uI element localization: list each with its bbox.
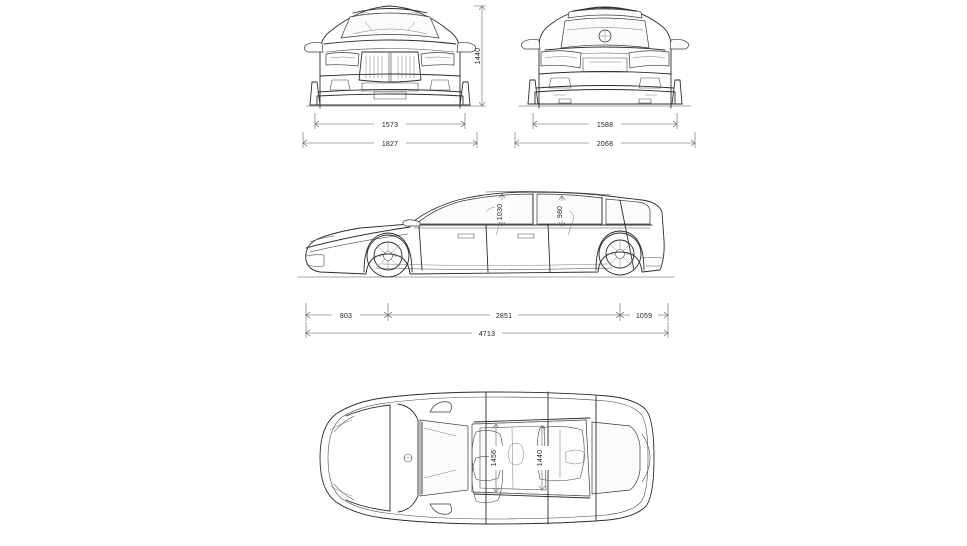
- rear-overhang-label: 1059: [635, 313, 653, 320]
- top-view-drawing: [290, 370, 680, 546]
- rear-width-dimension: [505, 132, 705, 152]
- top-view: [290, 370, 680, 546]
- front-overhang-label: 803: [339, 313, 353, 320]
- rear-shoulder-room-label: 1440: [537, 449, 544, 467]
- side-view: [290, 178, 680, 318]
- front-width-dimension: [290, 132, 490, 152]
- front-width-label: 1827: [381, 141, 399, 148]
- overall-length-dimension: [290, 322, 680, 344]
- front-height-label: 1440: [475, 47, 482, 65]
- wheelbase-label: 2851: [495, 313, 513, 320]
- front-shoulder-room-label: 1456: [491, 449, 498, 467]
- rear-track-dimension: [505, 113, 705, 133]
- rear-track-label: 1588: [596, 122, 614, 129]
- side-view-drawing: [290, 178, 680, 318]
- front-headroom-label: 1030: [497, 203, 504, 221]
- rear-width-mirrors-label: 2068: [596, 141, 614, 148]
- overall-length-label: 4713: [478, 331, 496, 338]
- rear-headroom-label: 980: [557, 205, 564, 219]
- front-track-dimension: [290, 113, 490, 133]
- front-track-label: 1573: [381, 122, 399, 129]
